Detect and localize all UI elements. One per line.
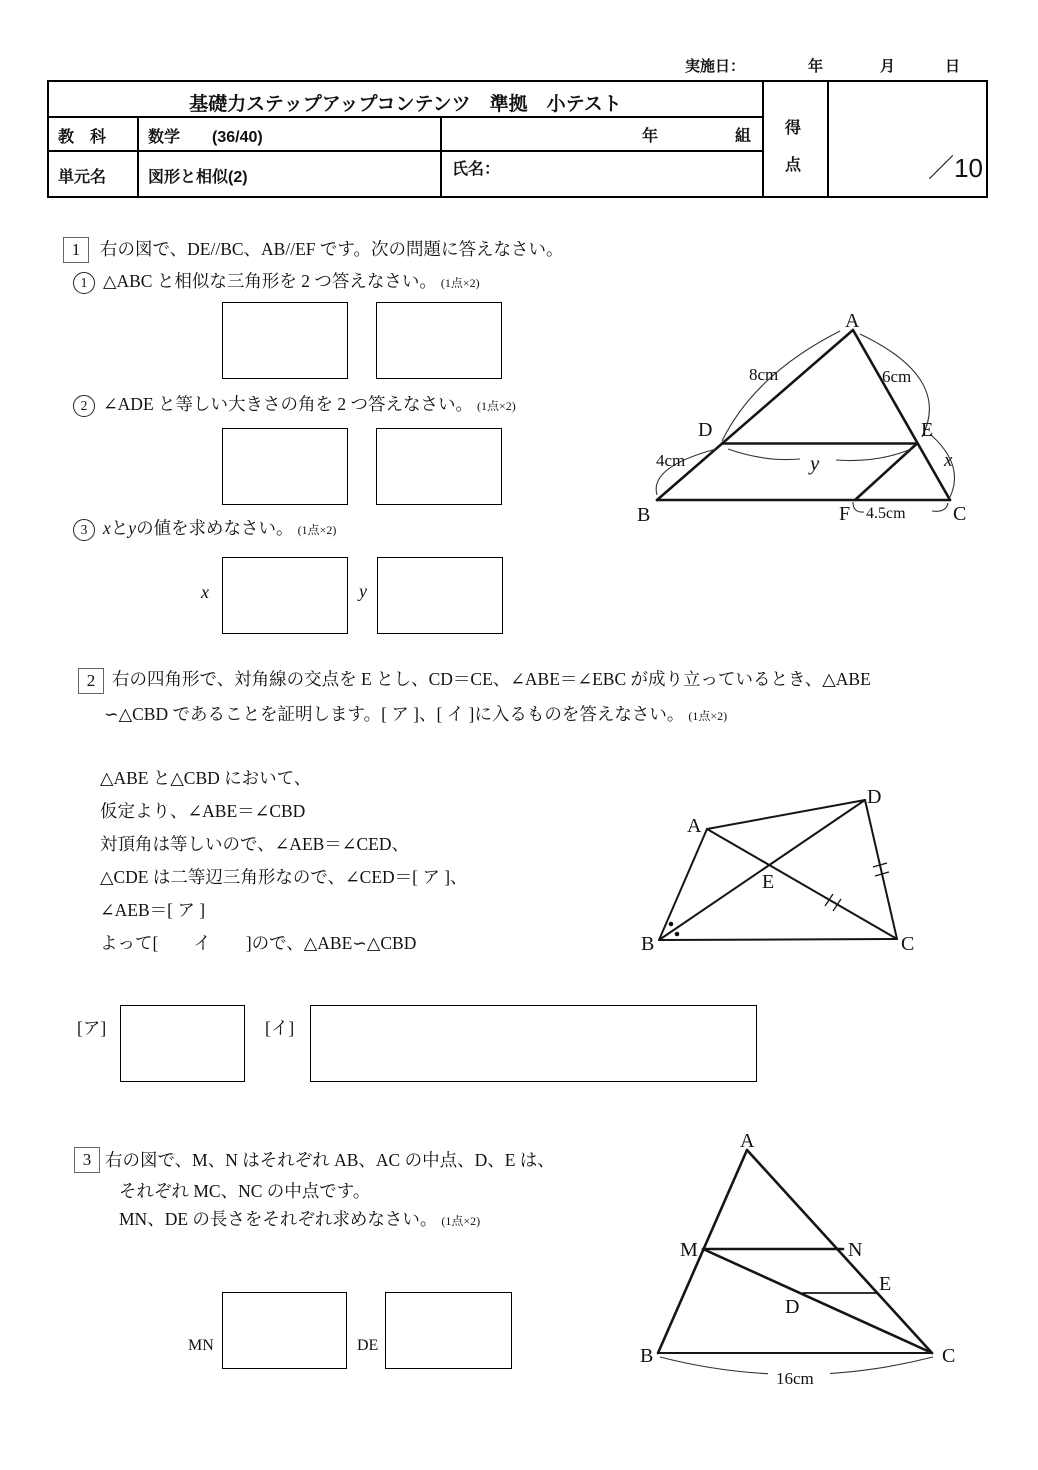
score-label-bottom: 点 [785,157,802,174]
q3-point-e-label: E [879,1273,892,1295]
q1-vertex-d-label: D [698,419,713,441]
exam-date-month: 月 [880,58,896,75]
q3-line2: それぞれ MC、NC の中点です。 [119,1181,371,1201]
q2-number-box [78,668,104,694]
q1-segment-ac [853,330,950,500]
grade-label: 年 [642,128,659,145]
q3-segment-ac [747,1150,932,1353]
subject-value: 数学 (36/40) [148,129,263,146]
q1-vertex-c-label: C [953,503,967,525]
q1-x-answer-box [222,557,348,634]
q1-sub2-text: ∠ADE と等しい大きさの角を 2 つ答えなさい。 [103,394,474,414]
q2-segment-ad [707,800,865,829]
q2-vertex-b-label: B [641,933,655,955]
q1-var-y-label: y [810,451,820,475]
q3-mn-answer-box [222,1292,347,1369]
q2-vertex-a-label: A [687,815,702,837]
q2-answer-a-box [120,1005,245,1082]
q3-triangle-diagram [628,1122,973,1397]
header-table-vline-2 [440,116,442,196]
q2-proof-line-6: よって[ イ ]ので、△ABE∽△CBD [100,933,417,953]
q1-sub2-marker [73,395,95,417]
q3-point-m-label: M [680,1239,698,1261]
q2-answer-b-box [310,1005,757,1082]
q2-segment-dc [865,800,897,939]
q2-answer-b-label: [イ] [265,1018,295,1038]
q1-sub2 [73,394,516,417]
q1-sub1 [73,271,480,294]
q1-vertex-b-label: B [637,504,651,526]
q1-sub2-answer-box-2 [376,428,502,505]
q1-sub1-points: (1点×2) [440,276,480,290]
q1-number-box [63,237,89,263]
q2-quadrilateral-diagram [628,770,940,958]
q1-triangle-diagram [628,298,980,533]
q1-sub2-points: (1点×2) [477,399,516,413]
q1-sub3-text: の値を求めなさい。 [136,518,294,538]
q2-intro-line2-row [104,704,727,725]
q1-vertex-f-label: F [839,503,851,525]
q1-sub3-marker [73,519,95,541]
class-label: 組 [735,128,752,145]
q1-sub1-marker [73,272,95,294]
q1-var-x-label: x [944,450,953,471]
header-table-hline-1 [47,116,764,118]
subject-label: 教 科 [58,129,107,146]
q2-answer-a-label: [ア] [77,1018,107,1038]
q1-sub3-var-x: x [103,518,111,538]
q1-number: 1 [71,240,81,259]
q1-sub2-answer-box-1 [222,428,348,505]
q1-length-db: 4cm [656,451,686,470]
header-table-vline-4 [827,80,829,196]
exam-date-label: 実施日： [685,58,746,75]
q1-length-ad: 8cm [749,365,779,384]
q1-length-ae: 6cm [882,367,912,386]
q2-proof-line-2: 仮定より、∠ABE＝∠CBD [100,801,306,821]
q2-points: (1点×2) [688,709,728,723]
q1-y-answer-label: y [359,581,367,601]
q2-proof-line-1: △ABE と△CBD において、 [100,768,312,788]
header-title: 基礎力ステップアップコンテンツ 準拠 小テスト [189,94,622,115]
q2-number: 2 [86,671,96,690]
q3-de-answer-label: DE [357,1337,379,1354]
q1-segment-ef [855,444,917,501]
q1-sub3-num: 3 [80,522,88,537]
exam-date-year: 年 [808,58,824,75]
q3-points: (1点×2) [441,1214,481,1228]
q2-intro-line1: 右の四角形で、対角線の交点を E とし、CD＝CE、∠ABE＝∠EBC が成り立っているとき、△ABE [112,669,871,689]
q1-sub1-answer-box-1 [222,302,348,379]
q2-proof-line-3: 対頂角は等しいので、∠AEB＝∠CED、 [100,834,409,854]
q3-de-answer-box [385,1292,512,1369]
q1-sub1-num: 1 [80,275,88,290]
q2-proof-line-5: ∠AEB＝[ ア ] [100,900,206,920]
q3-point-n-label: N [848,1239,863,1261]
q1-vertex-e-label: E [921,419,934,441]
q3-segment-mc [703,1249,932,1353]
score-label-top: 得 [785,120,802,137]
q1-brace-de-left [728,449,800,460]
q3-mn-answer-label: MN [188,1337,214,1354]
q1-length-fc: 4.5cm [866,505,906,522]
q1-brace-fc-left [853,502,864,512]
q2-point-e-label: E [762,871,775,893]
header-table-vline-1 [137,116,139,196]
q2-tick-ec-1 [825,894,833,906]
q3-length-bc: 16cm [776,1369,814,1388]
q3-number: 3 [82,1150,92,1169]
header-table-vline-3 [762,80,764,196]
q2-angle-dot-1 [669,922,674,927]
q2-proof-line-4: △CDE は二等辺三角形なので、∠CED＝[ ア ]、 [100,867,468,887]
q3-line3: MN、DE の長さをそれぞれ求めなさい。 [119,1209,438,1229]
q1-sub3-and: と [110,518,129,538]
q1-segment-ab [657,330,853,500]
q3-vertex-b-label: B [640,1345,654,1367]
q2-vertex-d-label: D [867,786,882,808]
q1-x-answer-label: x [201,582,209,602]
q3-vertex-c-label: C [942,1345,956,1367]
unit-label: 単元名 [58,169,107,186]
q1-sub1-answer-box-2 [376,302,502,379]
q1-sub3-var-y: y [128,518,137,538]
header-table-hline-2 [47,150,764,152]
q1-sub3 [73,518,336,541]
q2-vertex-c-label: C [901,933,915,955]
q1-brace-fc-right [932,503,948,511]
q1-vertex-a-label: A [845,310,860,332]
q3-point-d-label: D [785,1296,800,1318]
q1-y-answer-box [377,557,503,634]
q3-line1: 右の図で、M、N はそれぞれ AB、AC の中点、D、E は、 [105,1150,555,1170]
q1-sub2-num: 2 [80,398,88,413]
name-label: 氏名： [452,161,501,178]
q3-segment-ab [658,1150,747,1353]
q1-sub1-text: △ABC と相似な三角形を 2 つ答えなさい。 [103,271,437,291]
q1-intro: 右の図で、DE//BC、AB//EF です。次の問題に答えなさい。 [100,239,564,259]
q2-segment-bc [659,939,897,940]
exam-date-day: 日 [945,58,961,75]
q1-sub3-points: (1点×2) [297,523,337,537]
q3-line3-row [119,1209,480,1230]
q1-brace-ad [722,331,840,441]
q3-vertex-a-label: A [740,1130,755,1152]
unit-value: 図形と相似(2) [148,169,248,186]
score-value: ／10 [928,153,983,183]
q3-number-box [74,1147,100,1173]
q2-intro-line2: ∽△CBD であることを証明します。[ ア ]、[ イ ]に入るものを答えなさい。 [104,704,685,724]
q2-angle-dot-2 [675,932,680,937]
q2-diagonal-ac [707,829,897,939]
